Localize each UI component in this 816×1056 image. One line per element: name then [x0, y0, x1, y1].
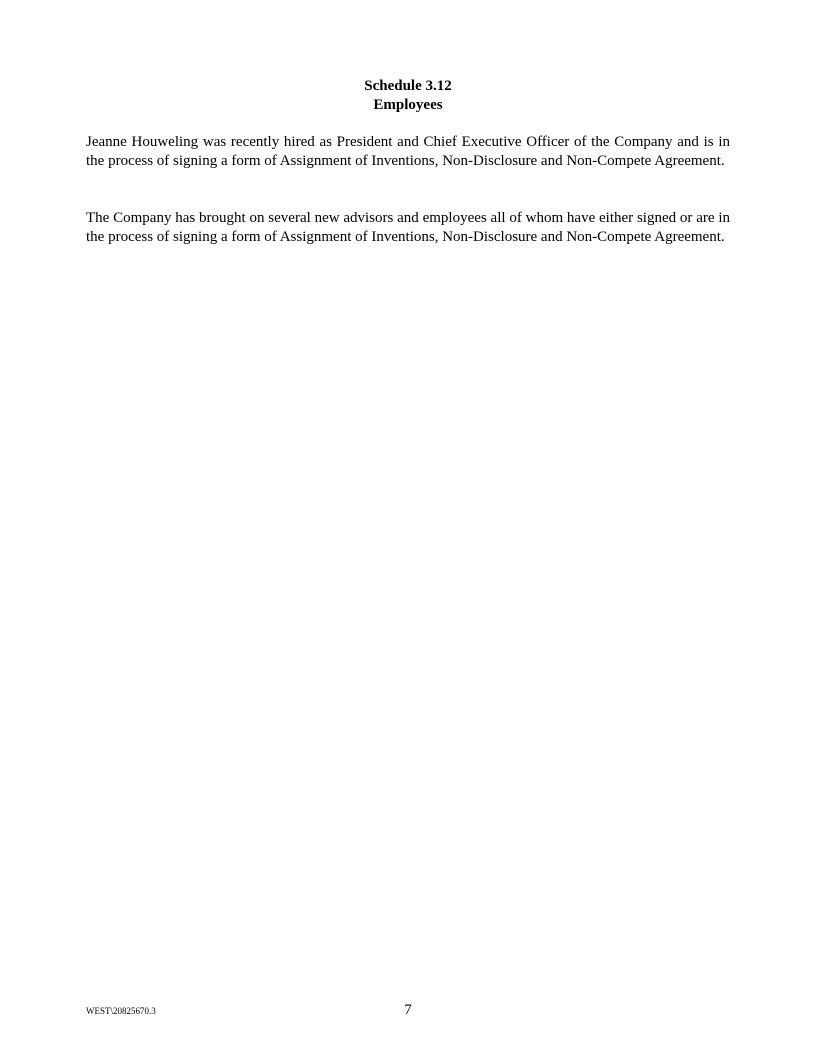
paragraph-ceo-hire: Jeanne Houweling was recently hired as President and Chief Executive Officer of the Company and is in the process of signing a form of Assignment of Inventions, Non-Disclosure and Non-Compete Agreement. [86, 134, 730, 169]
schedule-number: Schedule 3.12 [364, 78, 452, 94]
page-number: 7 [404, 1002, 412, 1018]
paragraph-advisors-employees: The Company has brought on several new advisors and employees all of whom have either signed or are in the process of signing a form of Assignment of Inventions, Non-Disclosure and Non-Compete Agreement. [86, 210, 730, 245]
footer-document-id: WEST\20825670.3 [86, 1006, 156, 1016]
schedule-title: Employees [373, 97, 443, 113]
